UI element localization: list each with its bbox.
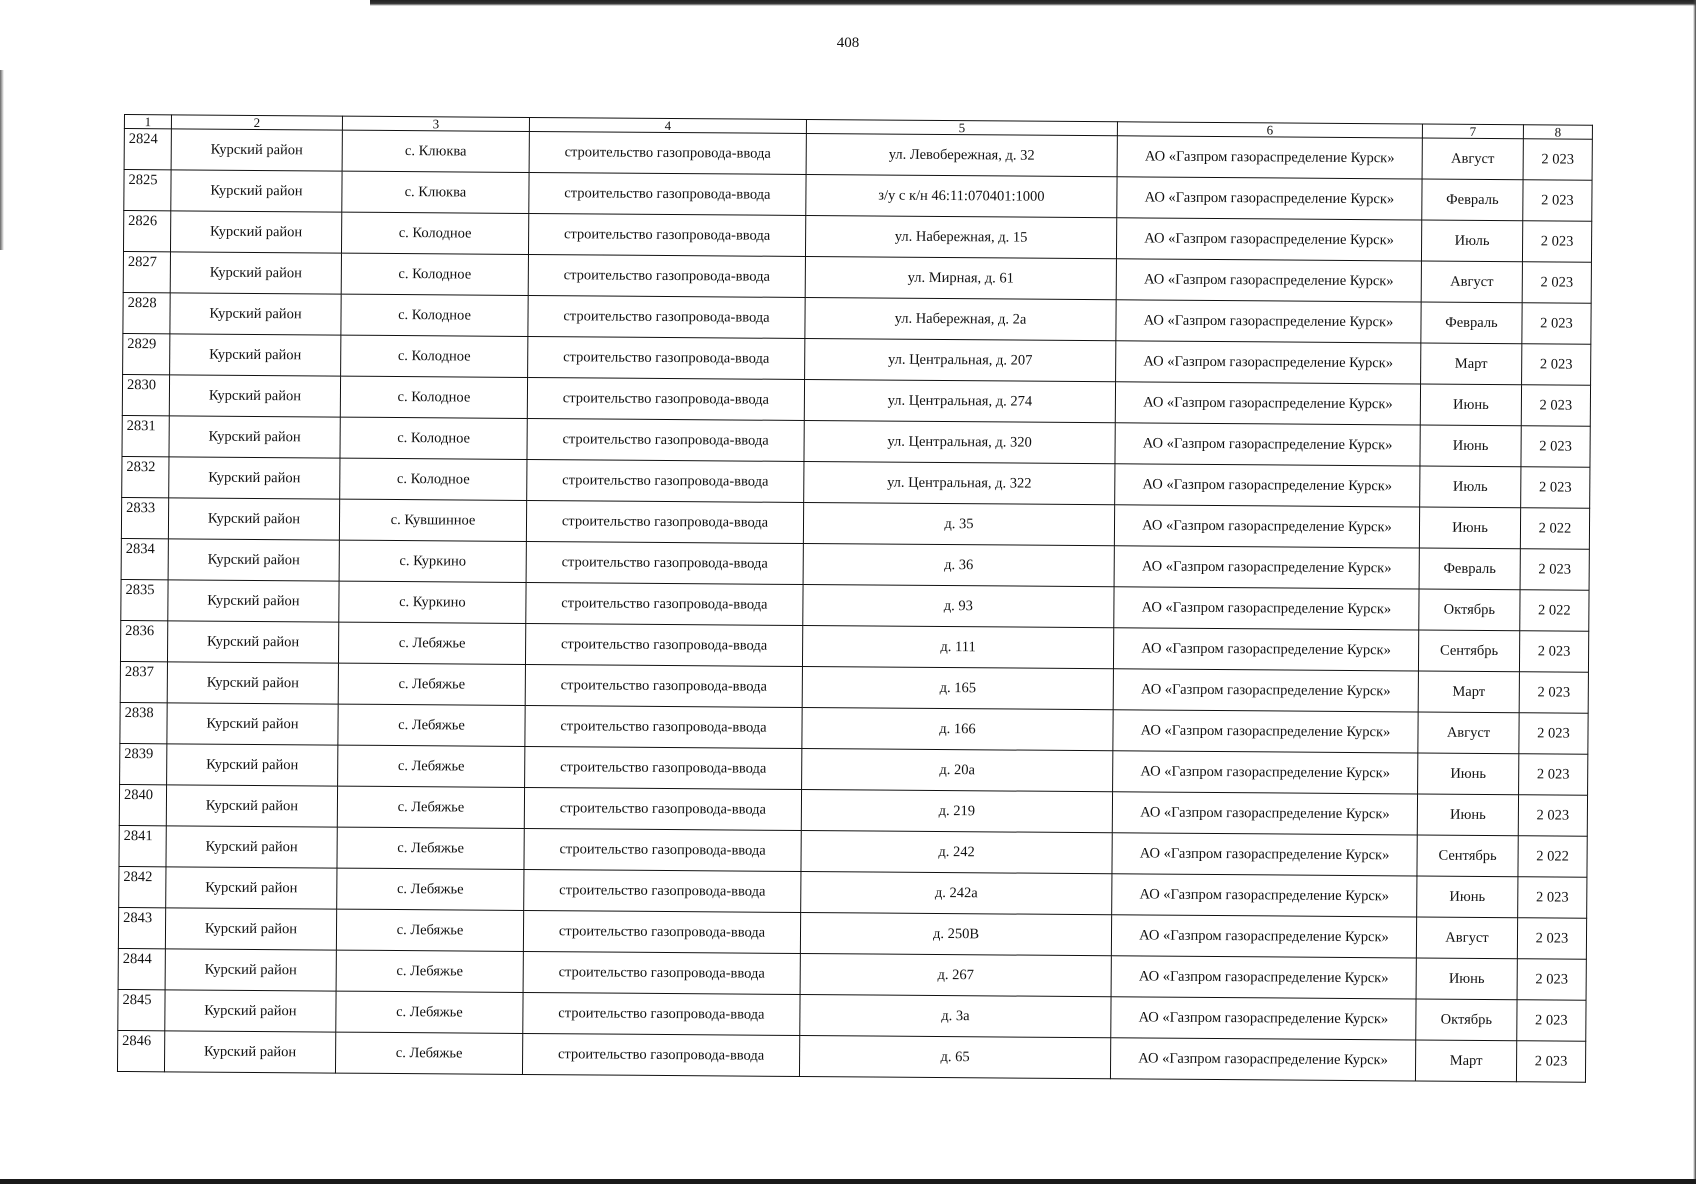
cell-organization: АО «Газпром газораспределение Курск»: [1111, 997, 1416, 1040]
cell-row-number: 2829: [123, 333, 170, 374]
cell-month: Август: [1418, 712, 1519, 754]
cell-district: Курский район: [168, 498, 339, 540]
cell-district: Курский район: [170, 334, 341, 376]
cell-year: 2 023: [1517, 959, 1586, 1001]
cell-settlement: с. Колодное: [341, 253, 528, 295]
cell-settlement: с. Куркино: [339, 581, 526, 623]
cell-row-number: 2824: [124, 129, 171, 170]
cell-address: д. 20а: [802, 748, 1113, 791]
cell-work-type: строительство газопровода-ввода: [525, 746, 802, 789]
cell-address: д. 93: [803, 584, 1114, 627]
cell-district: Курский район: [166, 867, 337, 909]
cell-organization: АО «Газпром газораспределение Курск»: [1111, 956, 1416, 999]
cell-organization: АО «Газпром газораспределение Курск»: [1111, 915, 1416, 958]
cell-district: Курский район: [165, 949, 336, 991]
cell-organization: АО «Газпром газораспределение Курск»: [1112, 874, 1417, 917]
cell-row-number: 2838: [120, 702, 167, 743]
data-table: [117, 114, 1593, 1083]
cell-work-type: строительство газопровода-ввода: [523, 992, 800, 1035]
cell-month: Июль: [1421, 220, 1522, 262]
cell-address: ул. Центральная, д. 320: [804, 420, 1115, 463]
cell-address: д. 242а: [801, 871, 1112, 914]
cell-settlement: с. Колодное: [341, 294, 528, 336]
cell-year: 2 023: [1518, 795, 1587, 837]
column-header-3: 3: [342, 116, 529, 131]
cell-address: д. 219: [801, 789, 1112, 832]
cell-month: Июнь: [1419, 507, 1520, 549]
cell-month: Сентябрь: [1418, 630, 1519, 672]
cell-year: 2 023: [1517, 1000, 1586, 1042]
cell-row-number: 2842: [119, 866, 166, 907]
cell-work-type: строительство газопровода-ввода: [525, 664, 802, 707]
cell-settlement: с. Лебяжье: [337, 827, 524, 869]
cell-organization: АО «Газпром газораспределение Курск»: [1112, 792, 1417, 835]
cell-row-number: 2846: [117, 1030, 164, 1071]
cell-row-number: 2836: [120, 620, 167, 661]
cell-month: Июнь: [1417, 794, 1518, 836]
cell-address: ул. Набережная, д. 15: [805, 216, 1116, 259]
cell-row-number: 2835: [121, 579, 168, 620]
cell-month: Июнь: [1420, 384, 1521, 426]
cell-year: 2 023: [1517, 918, 1586, 960]
cell-address: д. 111: [802, 625, 1113, 668]
cell-settlement: с. Лебяжье: [337, 786, 524, 828]
cell-year: 2 023: [1519, 713, 1588, 755]
cell-address: ул. Центральная, д. 322: [804, 461, 1115, 504]
column-header-8: 8: [1523, 125, 1592, 140]
column-header-4: 4: [529, 117, 806, 133]
cell-year: 2 023: [1522, 221, 1591, 263]
cell-organization: АО «Газпром газораспределение Курск»: [1115, 464, 1420, 507]
cell-row-number: 2841: [119, 825, 166, 866]
cell-year: 2 023: [1522, 344, 1591, 386]
table-body: [117, 129, 1592, 1083]
cell-month: Август: [1422, 138, 1523, 180]
cell-settlement: с. Лебяжье: [336, 950, 523, 992]
cell-settlement: с. Лебяжье: [336, 909, 523, 951]
cell-row-number: 2826: [123, 211, 170, 252]
cell-organization: АО «Газпром газораспределение Курск»: [1116, 259, 1421, 302]
cell-organization: АО «Газпром газораспределение Курск»: [1114, 546, 1419, 589]
cell-organization: АО «Газпром газораспределение Курск»: [1116, 218, 1421, 261]
cell-district: Курский район: [164, 1031, 335, 1073]
cell-organization: АО «Газпром газораспределение Курск»: [1116, 300, 1421, 343]
cell-month: Октябрь: [1419, 589, 1520, 631]
column-header-7: 7: [1422, 124, 1523, 139]
cell-year: 2 023: [1521, 426, 1590, 468]
cell-settlement: с. Клюква: [342, 171, 529, 213]
cell-organization: АО «Газпром газораспределение Курск»: [1113, 751, 1418, 794]
cell-settlement: с. Лебяжье: [338, 745, 525, 787]
cell-address: з/у с к/н 46:11:070401:1000: [806, 175, 1117, 218]
cell-district: Курский район: [170, 252, 341, 294]
cell-year: 2 022: [1518, 836, 1587, 878]
cell-address: д. 250В: [800, 912, 1111, 955]
cell-settlement: с. Клюква: [342, 130, 529, 172]
cell-organization: АО «Газпром газораспределение Курск»: [1113, 710, 1418, 753]
cell-organization: АО «Газпром газораспределение Курск»: [1112, 833, 1417, 876]
cell-month: Июль: [1420, 466, 1521, 508]
cell-district: Курский район: [165, 990, 336, 1032]
cell-year: 2 023: [1523, 180, 1592, 222]
cell-address: ул. Набережная, д. 2а: [805, 297, 1116, 340]
cell-district: Курский район: [165, 908, 336, 950]
cell-row-number: 2832: [122, 456, 169, 497]
cell-settlement: с. Лебяжье: [336, 991, 523, 1033]
cell-row-number: 2839: [120, 743, 167, 784]
cell-settlement: с. Колодное: [341, 212, 528, 254]
cell-address: д. 3а: [800, 994, 1111, 1037]
cell-district: Курский район: [166, 785, 337, 827]
cell-district: Курский район: [169, 457, 340, 499]
cell-settlement: с. Куркино: [339, 540, 526, 582]
cell-address: ул. Левобережная, д. 32: [806, 134, 1117, 177]
cell-address: д. 165: [802, 666, 1113, 709]
cell-district: Курский район: [167, 744, 338, 786]
cell-work-type: строительство газопровода-ввода: [526, 500, 803, 543]
cell-month: Август: [1421, 261, 1522, 303]
cell-district: Курский район: [167, 662, 338, 704]
cell-row-number: 2825: [124, 170, 171, 211]
column-header-5: 5: [806, 120, 1117, 136]
cell-address: ул. Мирная, д. 61: [805, 256, 1116, 299]
cell-organization: АО «Газпром газораспределение Курск»: [1115, 382, 1420, 425]
cell-settlement: с. Кувшинное: [339, 499, 526, 541]
cell-organization: АО «Газпром газораспределение Курск»: [1114, 505, 1419, 548]
cell-year: 2 023: [1519, 631, 1588, 673]
cell-work-type: строительство газопровода-ввода: [524, 869, 801, 912]
cell-month: Март: [1418, 671, 1519, 713]
column-header-1: 1: [124, 115, 171, 129]
cell-settlement: с. Колодное: [340, 458, 527, 500]
cell-district: Курский район: [170, 293, 341, 335]
cell-address: д. 36: [803, 543, 1114, 586]
cell-month: Февраль: [1421, 302, 1522, 344]
cell-organization: АО «Газпром газораспределение Курск»: [1113, 628, 1418, 671]
cell-work-type: строительство газопровода-ввода: [528, 336, 805, 379]
cell-work-type: строительство газопровода-ввода: [526, 541, 803, 584]
cell-district: Курский район: [169, 375, 340, 417]
cell-organization: АО «Газпром газораспределение Курск»: [1115, 423, 1420, 466]
cell-district: Курский район: [170, 211, 341, 253]
cell-row-number: 2837: [120, 661, 167, 702]
cell-row-number: 2845: [118, 989, 165, 1030]
cell-month: Март: [1415, 1040, 1516, 1082]
cell-organization: АО «Газпром газораспределение Курск»: [1116, 341, 1421, 384]
cell-work-type: строительство газопровода-ввода: [525, 623, 802, 666]
cell-organization: АО «Газпром газораспределение Курск»: [1114, 587, 1419, 630]
cell-district: Курский район: [171, 129, 342, 171]
cell-settlement: с. Колодное: [340, 417, 527, 459]
cell-row-number: 2831: [122, 415, 169, 456]
cell-year: 2 022: [1520, 590, 1589, 632]
cell-row-number: 2844: [118, 948, 165, 989]
cell-address: ул. Центральная, д. 207: [805, 338, 1116, 381]
cell-month: Июнь: [1416, 958, 1517, 1000]
scan-bottom-edge: [0, 1179, 1696, 1184]
page-number: 408: [836, 35, 860, 51]
cell-address: д. 65: [799, 1035, 1110, 1078]
cell-row-number: 2830: [122, 374, 169, 415]
cell-address: ул. Центральная, д. 274: [804, 379, 1115, 422]
cell-district: Курский район: [169, 416, 340, 458]
cell-work-type: строительство газопровода-ввода: [526, 582, 803, 625]
cell-work-type: строительство газопровода-ввода: [528, 213, 805, 256]
scan-left-edge: [0, 70, 4, 250]
cell-month: Август: [1416, 917, 1517, 959]
column-header-6: 6: [1117, 122, 1422, 138]
cell-row-number: 2843: [118, 907, 165, 948]
cell-month: Февраль: [1422, 179, 1523, 221]
cell-year: 2 023: [1521, 385, 1590, 427]
cell-work-type: строительство газопровода-ввода: [524, 828, 801, 871]
cell-district: Курский район: [167, 621, 338, 663]
cell-settlement: с. Лебяжье: [338, 622, 525, 664]
cell-row-number: 2833: [121, 497, 168, 538]
cell-district: Курский район: [168, 539, 339, 581]
cell-work-type: строительство газопровода-ввода: [522, 1033, 799, 1076]
cell-month: Октябрь: [1416, 999, 1517, 1041]
cell-address: д. 267: [800, 953, 1111, 996]
cell-work-type: строительство газопровода-ввода: [525, 705, 802, 748]
cell-settlement: с. Лебяжье: [335, 1032, 522, 1074]
cell-month: Июнь: [1417, 876, 1518, 918]
cell-year: 2 023: [1521, 467, 1590, 509]
cell-year: 2 023: [1520, 549, 1589, 591]
cell-work-type: строительство газопровода-ввода: [529, 131, 806, 174]
cell-month: Март: [1421, 343, 1522, 385]
cell-organization: АО «Газпром газораспределение Курск»: [1117, 177, 1422, 220]
cell-work-type: строительство газопровода-ввода: [523, 951, 800, 994]
cell-work-type: строительство газопровода-ввода: [528, 295, 805, 338]
cell-settlement: с. Лебяжье: [338, 663, 525, 705]
cell-work-type: строительство газопровода-ввода: [527, 377, 804, 420]
cell-work-type: строительство газопровода-ввода: [523, 910, 800, 953]
cell-address: д. 242: [801, 830, 1112, 873]
cell-month: Июнь: [1418, 753, 1519, 795]
cell-work-type: строительство газопровода-ввода: [527, 418, 804, 461]
cell-year: 2 023: [1523, 139, 1592, 181]
cell-address: д. 35: [803, 502, 1114, 545]
cell-organization: АО «Газпром газораспределение Курск»: [1113, 669, 1418, 712]
cell-district: Курский район: [168, 580, 339, 622]
column-header-2: 2: [171, 115, 342, 130]
cell-year: 2 023: [1519, 672, 1588, 714]
cell-district: Курский район: [171, 170, 342, 212]
cell-settlement: с. Колодное: [340, 376, 527, 418]
cell-organization: АО «Газпром газораспределение Курск»: [1117, 136, 1422, 179]
cell-row-number: 2840: [119, 784, 166, 825]
cell-row-number: 2827: [123, 251, 170, 292]
cell-work-type: строительство газопровода-ввода: [529, 172, 806, 215]
cell-month: Июнь: [1420, 425, 1521, 467]
cell-address: д. 166: [802, 707, 1113, 750]
cell-settlement: с. Лебяжье: [338, 704, 525, 746]
cell-year: 2 023: [1518, 877, 1587, 919]
cell-year: 2 022: [1520, 508, 1589, 550]
cell-work-type: строительство газопровода-ввода: [528, 254, 805, 297]
cell-work-type: строительство газопровода-ввода: [527, 459, 804, 502]
cell-month: Февраль: [1419, 548, 1520, 590]
cell-district: Курский район: [166, 826, 337, 868]
cell-year: 2 023: [1516, 1041, 1585, 1083]
cell-district: Курский район: [167, 703, 338, 745]
cell-year: 2 023: [1522, 303, 1591, 345]
cell-month: Сентябрь: [1417, 835, 1518, 877]
cell-settlement: с. Колодное: [341, 335, 528, 377]
cell-row-number: 2828: [123, 292, 170, 333]
cell-work-type: строительство газопровода-ввода: [524, 787, 801, 830]
cell-organization: АО «Газпром газораспределение Курск»: [1110, 1038, 1415, 1081]
cell-settlement: с. Лебяжье: [337, 868, 524, 910]
scan-top-edge: [370, 0, 1696, 6]
cell-row-number: 2834: [121, 538, 168, 579]
cell-year: 2 023: [1522, 262, 1591, 304]
cell-year: 2 023: [1519, 754, 1588, 796]
